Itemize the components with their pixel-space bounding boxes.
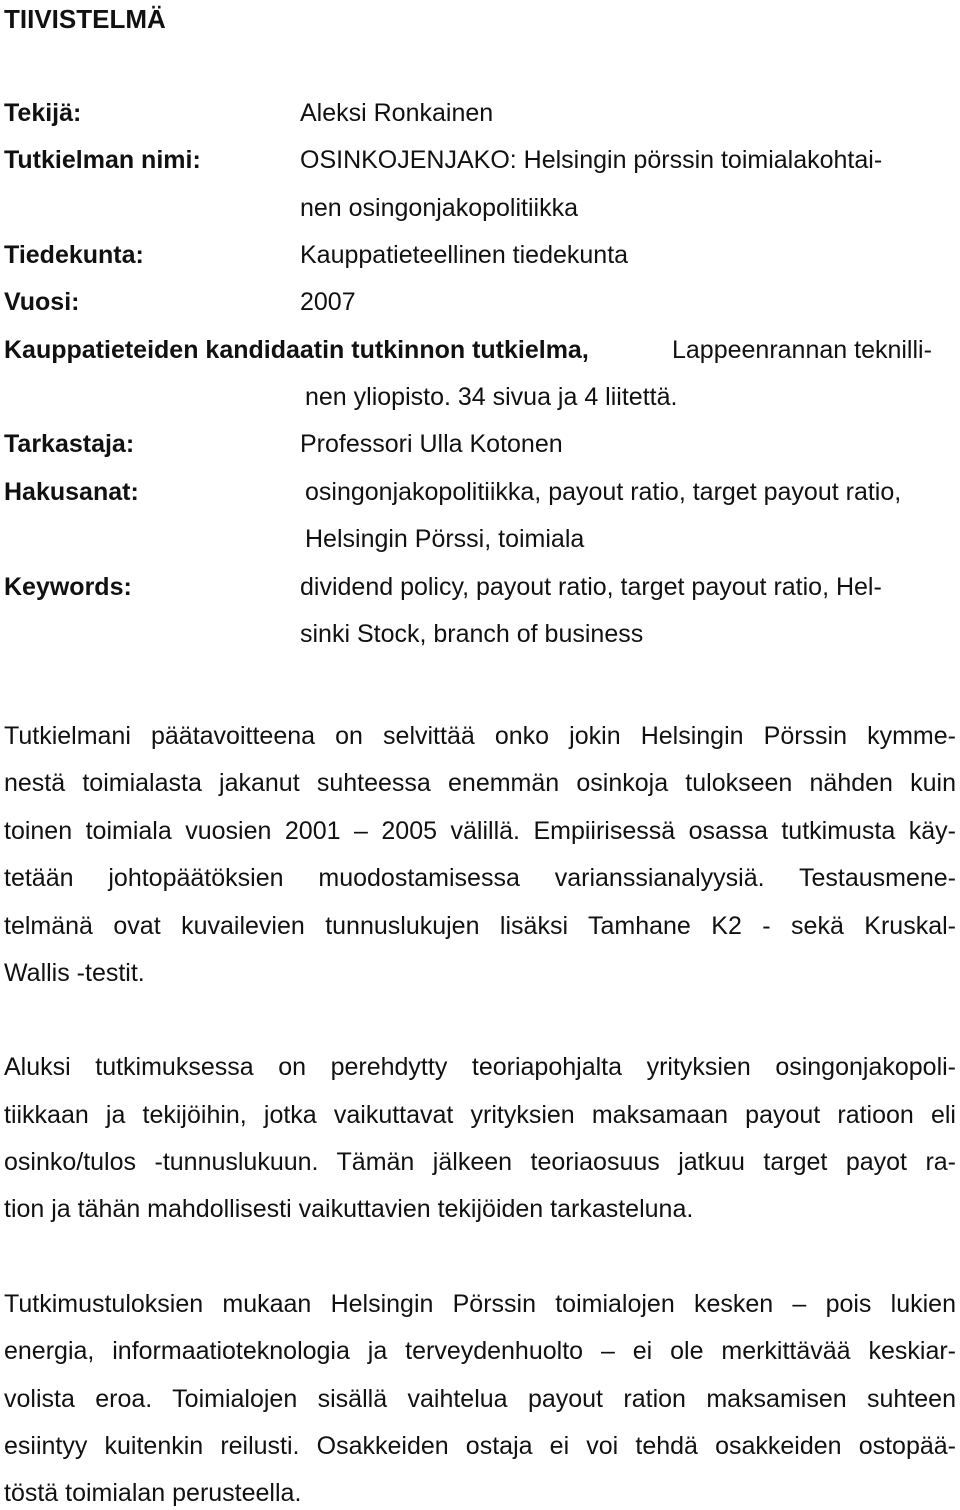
degree-line: nen yliopisto. 34 sivua ja 4 liitettä. — [305, 383, 678, 411]
year-label: Vuosi: — [4, 288, 80, 316]
thesis-title-line: OSINKOJENJAKO: Helsingin pörssin toimialakohtai- — [300, 146, 883, 174]
author-label: Tekijä: — [4, 99, 82, 127]
faculty-value: Kauppatieteellinen tiedekunta — [300, 241, 629, 269]
paragraph-line: Tutkimustuloksien mukaan Helsingin Pörssin toimialojen kesken – pois lukien — [4, 1290, 956, 1318]
keywords-line: dividend policy, payout ratio, target payout ratio, Hel- — [300, 573, 882, 601]
examiner-label: Tarkastaja: — [4, 430, 135, 458]
paragraph-line: volista eroa. Toimialojen sisällä vaihtelua payout ration maksamisen suhteen — [4, 1385, 956, 1413]
hakusanat-label: Hakusanat: — [4, 478, 139, 506]
paragraph-line: nestä toimialasta jakanut suhteessa enemmän osinkoja tulokseen nähden kuin — [4, 769, 956, 797]
hakusanat-line: osingonjakopolitiikka, payout ratio, target payout ratio, — [305, 478, 902, 506]
paragraph-line: osinko/tulos -tunnuslukuun. Tämän jälkeen teoriaosuus jatkuu target payot ra- — [4, 1148, 956, 1176]
degree-line: Lappeenrannan teknilli- — [672, 336, 932, 364]
paragraph-line: Wallis -testit. — [4, 959, 145, 987]
page-title: TIIVISTELMÄ — [4, 4, 166, 34]
paragraph-line: töstä toimialan perusteella. — [4, 1479, 302, 1507]
hakusanat-line: Helsingin Pörssi, toimiala — [305, 525, 585, 553]
year-value: 2007 — [300, 288, 356, 316]
keywords-label: Keywords: — [4, 573, 132, 601]
paragraph-line: tiikkaan ja tekijöihin, jotka vaikuttavat yrityksien maksamaan payout ratioon eli — [4, 1101, 956, 1129]
paragraph-line: tion ja tähän mahdollisesti vaikuttavien tekijöiden tarkasteluna. — [4, 1195, 694, 1223]
degree-label: Kauppatieteiden kandidaatin tutkinnon tutkielma, — [4, 336, 589, 364]
faculty-label: Tiedekunta: — [4, 241, 144, 269]
paragraph-line: esiintyy kuitenkin reilusti. Osakkeiden ostaja ei voi tehdä osakkeiden ostopää- — [4, 1432, 956, 1460]
paragraph-line: energia, informaatioteknologia ja terveydenhuolto – ei ole merkittävää keskiar- — [4, 1337, 956, 1365]
paragraph-line: tetään johtopäätöksien muodostamisessa varianssianalyysiä. Testausmene- — [4, 864, 956, 892]
author-value: Aleksi Ronkainen — [300, 99, 494, 127]
paragraph-line: Tutkielmani päätavoitteena on selvittää onko jokin Helsingin Pörssin kymme- — [4, 722, 956, 750]
paragraph-line: toinen toimiala vuosien 2001 – 2005 välillä. Empiirisessä osassa tutkimusta käy- — [4, 817, 956, 845]
paragraph-line: Aluksi tutkimuksessa on perehdytty teoriapohjalta yrityksien osingonjakopoli- — [4, 1053, 956, 1081]
keywords-line: sinki Stock, branch of business — [300, 620, 644, 648]
paragraph-line: telmänä ovat kuvailevien tunnuslukujen lisäksi Tamhane K2 - sekä Kruskal- — [4, 912, 956, 940]
thesis-title-line: nen osingonjakopolitiikka — [300, 194, 578, 222]
thesis-title-label: Tutkielman nimi: — [4, 146, 201, 174]
examiner-value: Professori Ulla Kotonen — [300, 430, 563, 458]
